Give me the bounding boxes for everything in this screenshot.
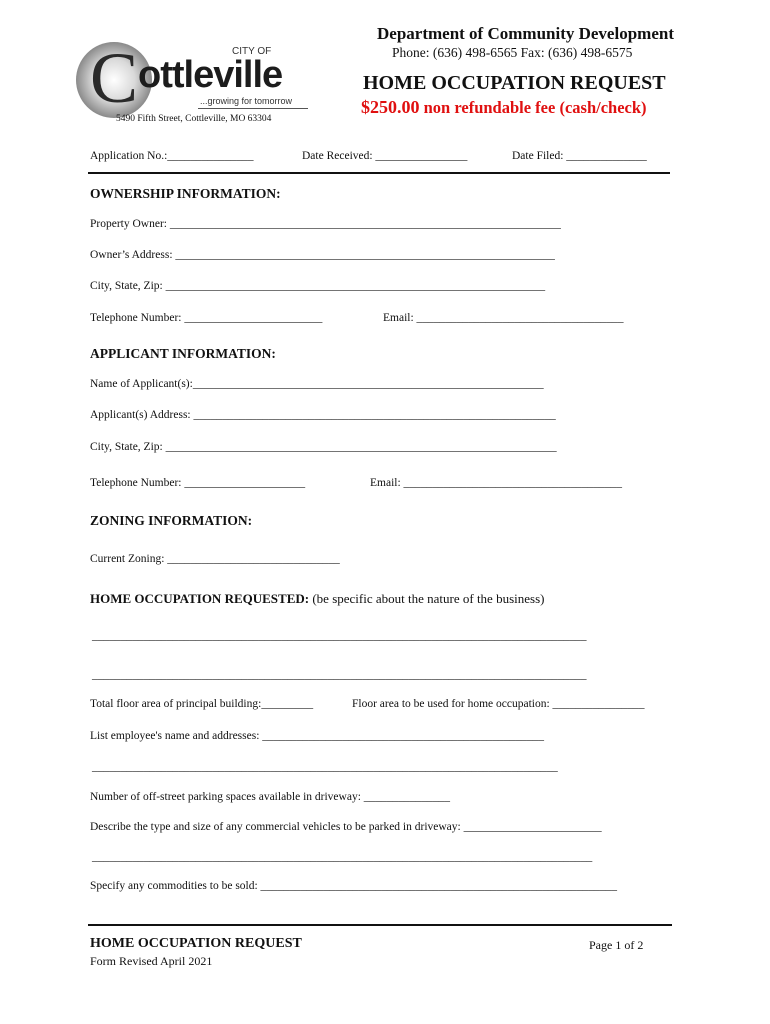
applicant-address-field[interactable]: Applicant(s) Address: _______________________________________________________________ [90, 409, 556, 421]
date-received-field[interactable]: Date Received: ________________ [302, 150, 468, 162]
ownership-heading: OWNERSHIP INFORMATION: [90, 186, 281, 201]
applicant-email-field[interactable]: Email: ______________________________________ [370, 477, 623, 489]
commodities-field[interactable]: Specify any commodities to be sold: ______________________________________________________________ [90, 880, 618, 892]
city-address: 5490 Fifth Street, Cottleville, MO 63304 [116, 114, 272, 124]
applicant-heading: APPLICANT INFORMATION: [90, 346, 276, 361]
owner-address-field[interactable]: Owner’s Address: __________________________________________________________________ [90, 249, 555, 261]
footer-title: HOME OCCUPATION REQUEST [90, 936, 302, 951]
date-filed-field[interactable]: Date Filed: ______________ [512, 150, 647, 162]
employees-field-line-2[interactable]: _________________________________________________________________________________ [92, 761, 558, 773]
current-zoning-field[interactable]: Current Zoning: ______________________________ [90, 553, 340, 565]
fee-amount: $250.00 [361, 97, 420, 117]
svg-text:C: C [89, 40, 139, 118]
commercial-vehicles-field[interactable]: Describe the type and size of any commercial vehicles to be parked in driveway: ________________________ [90, 821, 602, 833]
logo-name: ottleville [138, 54, 283, 96]
logo-underline [198, 108, 308, 109]
department-name: Department of Community Development [377, 24, 674, 43]
header-divider [88, 172, 670, 174]
requested-note: (be specific about the nature of the business) [309, 591, 545, 606]
commercial-vehicles-field-line-2[interactable]: _______________________________________________________________________________________ [92, 851, 593, 863]
business-description-line-2[interactable]: ______________________________________________________________________________________ [92, 669, 587, 681]
logo-city-of: CITY OF [232, 46, 272, 57]
total-floor-area-field[interactable]: Total floor area of principal building:_________ [90, 698, 314, 710]
fee-line [361, 97, 647, 118]
form-title: HOME OCCUPATION REQUEST [363, 72, 666, 94]
requested-heading-line [90, 591, 544, 607]
applicant-name-field[interactable]: Name of Applicant(s):_____________________________________________________________ [90, 378, 544, 390]
zoning-heading: ZONING INFORMATION: [90, 513, 253, 528]
owner-email-field[interactable]: Email: ____________________________________ [383, 312, 624, 324]
logo-tagline: ...growing for tomorrow [200, 96, 293, 106]
city-logo [74, 40, 314, 120]
business-description-line-1[interactable]: ______________________________________________________________________________________ [92, 630, 587, 642]
application-no-field[interactable]: Application No.:_______________ [90, 150, 254, 162]
fee-text: non refundable fee (cash/check) [423, 98, 647, 117]
property-owner-field[interactable]: Property Owner: ____________________________________________________________________ [90, 218, 561, 230]
owner-city-state-zip-field[interactable]: City, State, Zip: __________________________________________________________________ [90, 280, 546, 292]
applicant-city-state-zip-field[interactable]: City, State, Zip: ____________________________________________________________________ [90, 441, 557, 453]
footer-divider [88, 924, 672, 926]
applicant-telephone-field[interactable]: Telephone Number: _____________________ [90, 477, 306, 489]
owner-telephone-field[interactable]: Telephone Number: ________________________ [90, 312, 323, 324]
employees-field[interactable]: List employee's name and addresses: _________________________________________________ [90, 730, 545, 742]
contact-phone: Phone: (636) 498-6565 Fax: (636) 498-6575 [392, 45, 633, 60]
footer-revised: Form Revised April 2021 [90, 954, 213, 968]
floor-area-used-field[interactable]: Floor area to be used for home occupation: ________________ [352, 698, 645, 710]
parking-spaces-field[interactable]: Number of off-street parking spaces available in driveway: _______________ [90, 791, 451, 803]
page-number: Page 1 of 2 [589, 938, 644, 952]
requested-heading: HOME OCCUPATION REQUESTED: [90, 591, 310, 606]
